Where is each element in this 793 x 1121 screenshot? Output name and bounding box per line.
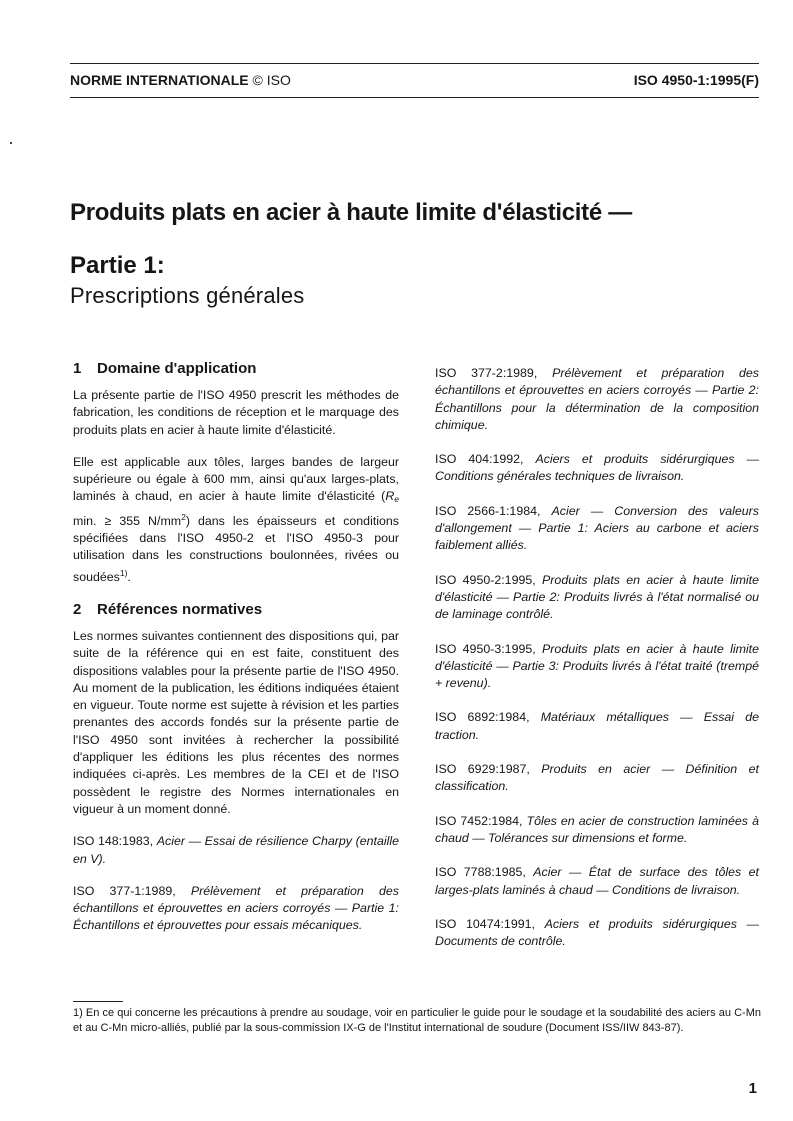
left-column [73, 360, 399, 950]
reference-item: ISO 148:1983, Acier — Essai de résilience Charpy (entaille en V). [73, 834, 399, 866]
section-title: Domaine d'application [97, 360, 257, 377]
header-bottom-rule [70, 97, 759, 98]
document-title: Produits plats en acier à haute limite d'élasticité — [70, 199, 632, 226]
header-standard-type: NORME INTERNATIONALE [70, 72, 249, 88]
section-title: Références normatives [97, 600, 263, 618]
reference-item: ISO 6929:1987, Produits en acier — Définition et classification. [435, 762, 759, 794]
reference-item: ISO 7452:1984, Tôles en acier de construction laminées à chaud — Tolérances sur dimensions et forme. [435, 813, 759, 845]
page-number: 1 [748, 1080, 757, 1097]
footnote-marker: 1) [119, 567, 128, 578]
section-1-paragraph-2: Elle est applicable aux tôles, larges bandes de largeur supérieure ou égale à 600 mm, ainsi qu'aux larges-plats, laminés à chaud, en acier à haute limite d'élasticité ($R_e$ min. ≥ 355 $N/mm^2$) dans les épaisseurs et conditions spécifiées dans l'ISO 4950-2 et l'ISO 4950-3 pour utilisation dans les constructions boulonnées, rivées ou soudées$^{1)}$. [73, 454, 399, 584]
symbol-R: R [385, 489, 395, 504]
reference-item: ISO 377-1:1989, Prélèvement et préparation des échantillons et éprouvettes en aciers corroyés — Partie 1: Échantillons et éprouvettes pour essais mécaniques. [73, 883, 399, 933]
section-1-heading [73, 360, 399, 378]
section-1-paragraph-1: La présente partie de l'ISO 4950 prescrit les méthodes de fabrication, les conditions de réception et le marquage des produits plats en acier à haute limite d'élasticité. [73, 388, 399, 437]
reference-item: ISO 377-2:1989, Prélèvement et préparation des échantillons et éprouvettes en aciers corroyés — Partie 2: Échantillons pour la détermination de la composition chimique. [435, 366, 759, 432]
header-copyright: © ISO [252, 72, 291, 88]
footnote: 1) En ce qui concerne les précautions à prendre au soudage, voir en particulier le guide pour le soudage et la soudabilité des aciers au C-Mn et au C-Mn micro-alliés, publié par la sous-commission IX-G de l'Institut international de soudure (Document ISS/IIW 843-87). [73, 1007, 761, 1034]
reference-item: ISO 2566-1:1984, Acier — Conversion des valeurs d'allongement — Partie 1: Aciers au carbone et aciers faiblement alliés. [435, 503, 760, 553]
reference-item: ISO 6892:1984, Matériaux métalliques — Essai de traction. [435, 710, 759, 742]
subscript-e: e [394, 494, 399, 505]
header-top-rule [70, 63, 759, 64]
section-2-intro: Les normes suivantes contiennent des dispositions qui, par suite de la référence qui en est faite, constituent des dispositions valables pour la présente partie de l'ISO 4950. Au moment de la publication, les éditions indiquées étaient en vigueur. Toute norme est sujette à révision et les parties prenantes des accords fondés sur la présente partie de l'ISO 4950 sont invitées à rechercher la possibilité d'appliquer les éditions les plus récentes des normes indiquées ci-après. Les membres de la CEI et de l'ISO possèdent le registre des Normes internationales en vigueur à un moment donné. [73, 628, 399, 816]
reference-item: ISO 10474:1991, Aciers et produits sidérurgiques — Documents de contrôle. [435, 916, 759, 949]
superscript-2: 2 [181, 511, 186, 522]
part-title: Partie 1: [70, 252, 165, 279]
header-left [70, 72, 291, 88]
right-column [435, 365, 759, 967]
reference-item: ISO 4950-2:1995, Produits plats en acier à haute limite d'élasticité — Partie 2: Produits livrés à l'état normalisé ou de laminage contrôlé. [435, 572, 760, 622]
section-2-heading [73, 601, 399, 619]
reference-item: ISO 7788:1985, Acier — État de surface des tôles et larges-plats laminés à chaud — Conditions de livraison. [435, 865, 759, 897]
scan-speck [10, 142, 12, 144]
reference-item: ISO 4950-3:1995, Produits plats en acier à haute limite d'élasticité — Partie 3: Produits livrés à l'état traité (trempé + revenu). [435, 641, 760, 691]
part-subtitle: Prescriptions générales [70, 283, 305, 308]
page-header [70, 72, 759, 92]
footnote-separator [73, 1001, 123, 1002]
reference-item: ISO 404:1992, Aciers et produits sidérurgiques — Conditions générales techniques de livraison. [435, 452, 759, 484]
section-number: 1 [73, 360, 82, 377]
section-number: 2 [73, 600, 82, 618]
header-document-id: ISO 4950-1:1995(F) [633, 72, 759, 88]
